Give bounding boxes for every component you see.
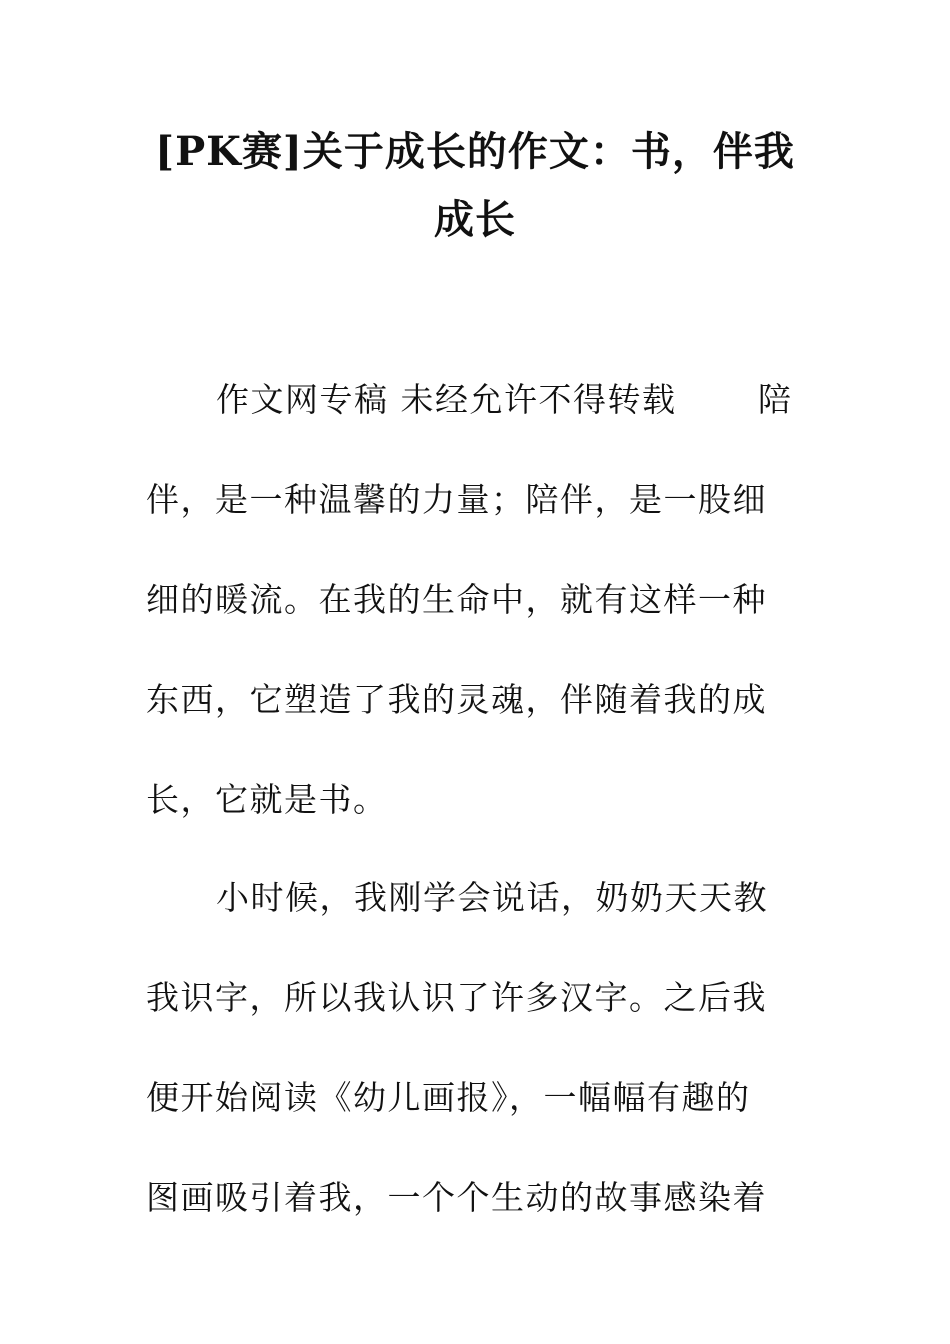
body-line-4: 东西，它塑造了我的灵魂，伴随着我的成: [146, 680, 767, 719]
body-line-9: 图画吸引着我，一个个生动的故事感染着: [146, 1178, 767, 1217]
body-line-1: 作文网专稿 未经允许不得转载: [216, 380, 677, 419]
body-line-8: 便开始阅读《幼儿画报》，一幅幅有趣的: [146, 1078, 751, 1117]
document-title: [140, 118, 810, 254]
body-line-1-tail: 陪: [758, 380, 793, 419]
title-line-1: [PK赛]关于成长的作文：书，伴我: [155, 128, 795, 175]
body-line-6: 小时候，我刚学会说话，奶奶天天教: [216, 878, 768, 917]
body-line-7: 我识字，所以我认识了许多汉字。之后我: [146, 978, 767, 1017]
body-line-2: 伴，是一种温馨的力量；陪伴，是一股细: [146, 480, 767, 519]
title-line-2: 成长: [434, 196, 516, 243]
body-line-5: 长，它就是书。: [146, 780, 388, 819]
body-line-3: 细的暖流。在我的生命中，就有这样一种: [146, 580, 767, 619]
